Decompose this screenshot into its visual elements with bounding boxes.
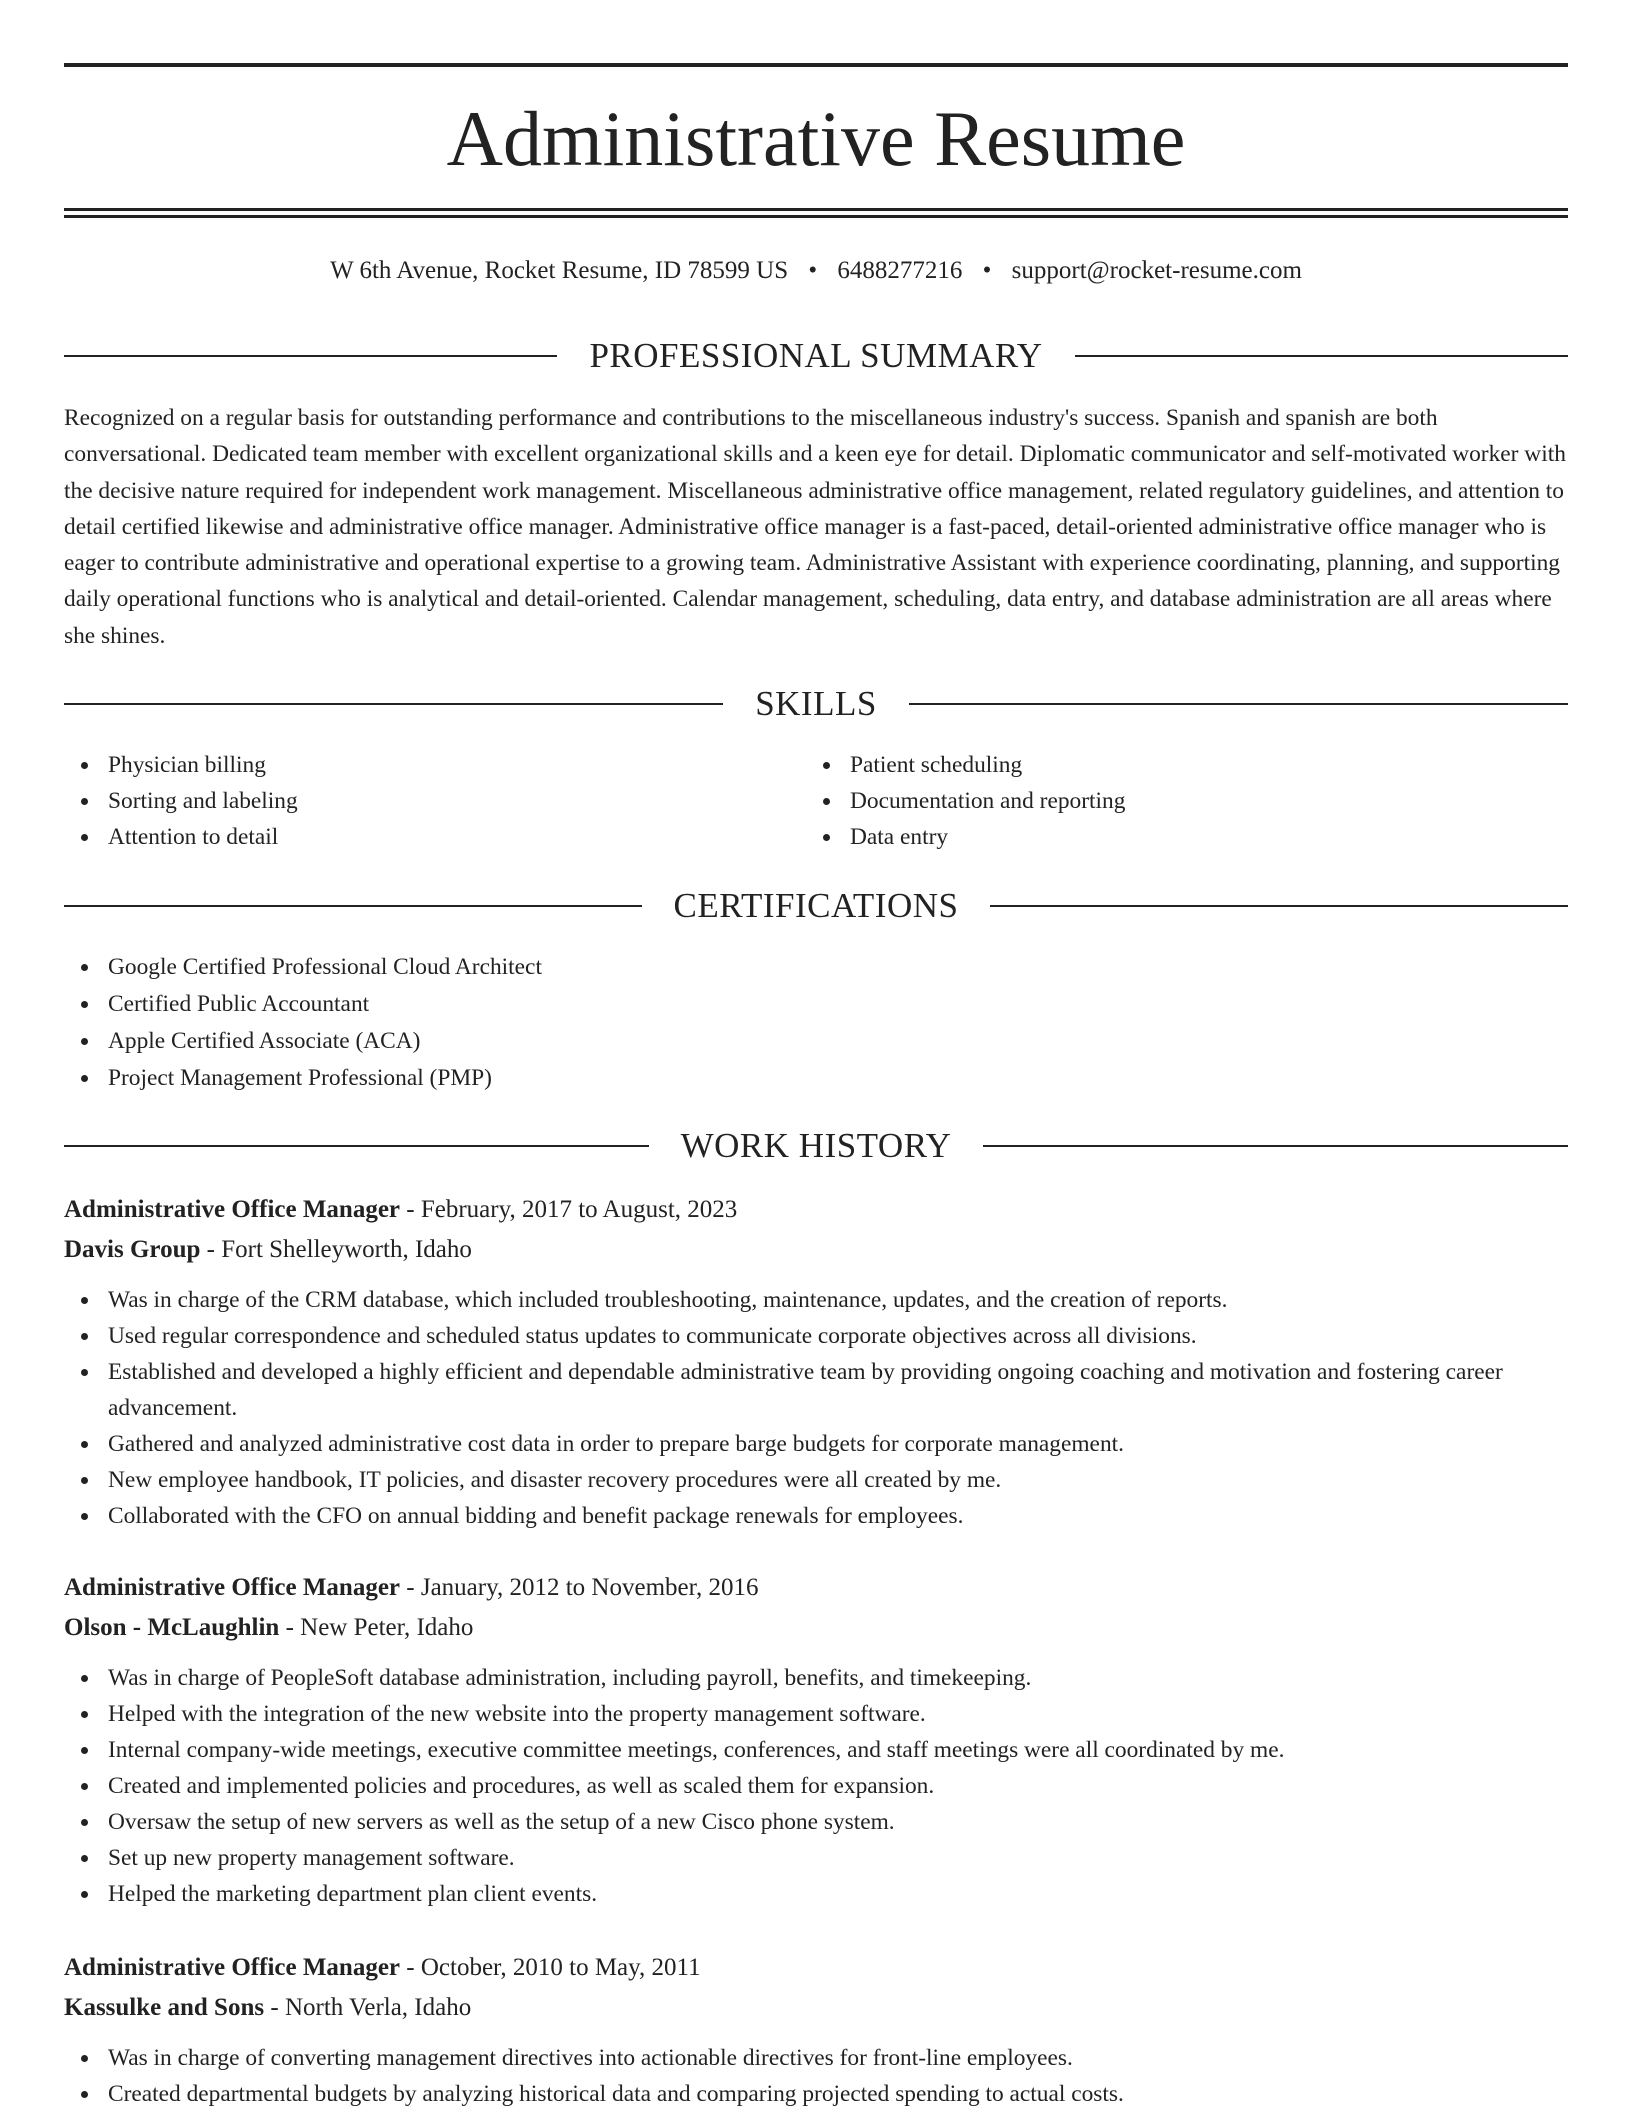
list-item: Was in charge of the CRM database, which included troubleshooting, maintenance, updates, and the creation of reports. — [64, 1282, 1568, 1318]
job-company-line — [64, 1988, 1568, 2028]
job-title: Administrative Office Manager — [64, 1954, 401, 1981]
job-company: Olson - McLaughlin — [64, 1614, 280, 1641]
job-location: New Peter, Idaho — [300, 1614, 474, 1641]
list-item: Created and implemented policies and procedures, as well as scaled them for expansion. — [64, 1768, 1568, 1804]
heading-rule-left — [64, 703, 723, 705]
heading-rule-right — [1075, 355, 1568, 357]
contact-phone: 6488277216 — [837, 257, 963, 284]
section-heading-summary — [64, 334, 1568, 378]
title-double-rule-upper — [64, 208, 1568, 211]
section-title: CERTIFICATIONS — [673, 886, 959, 925]
list-item: Helped with the integration of the new website into the property management software. — [64, 1696, 1568, 1732]
section-title: PROFESSIONAL SUMMARY — [589, 336, 1043, 375]
section-heading-certifications — [64, 884, 1568, 928]
heading-rule-left — [64, 355, 557, 357]
job-dash: - — [400, 1574, 421, 1601]
list-item: Used regular correspondence and scheduled status updates to communicate corporate objectives across all divisions. — [64, 1318, 1568, 1354]
list-item: Was in charge of converting management directives into actionable directives for front-line employees. — [64, 2040, 1568, 2076]
contact-address: W 6th Avenue, Rocket Resume, ID 78599 US — [330, 257, 789, 284]
job-dash: - — [264, 1994, 285, 2021]
list-item: Set up new property management software. — [64, 1840, 1568, 1876]
certifications-list — [64, 949, 542, 1097]
contact-separator: • — [808, 257, 818, 284]
section-title: WORK HISTORY — [680, 1126, 952, 1165]
top-rule — [64, 63, 1568, 67]
work-entry — [64, 1568, 1568, 1912]
job-dates: October, 2010 to May, 2011 — [420, 1954, 701, 1981]
job-bullets — [64, 2040, 1568, 2112]
work-entry — [64, 1948, 1568, 2112]
heading-rule-left — [64, 1145, 649, 1147]
job-title: Administrative Office Manager — [64, 1574, 401, 1601]
job-dates: January, 2012 to November, 2016 — [420, 1574, 759, 1601]
job-location: Fort Shelleyworth, Idaho — [221, 1236, 472, 1263]
skills-list-left — [64, 747, 298, 855]
job-company-line — [64, 1230, 1568, 1270]
list-item: Data entry — [806, 819, 1125, 855]
job-dash: - — [400, 1196, 421, 1223]
contact-email: support@rocket-resume.com — [1011, 257, 1302, 284]
job-bullets — [64, 1660, 1568, 1912]
job-location: North Verla, Idaho — [284, 1994, 472, 2021]
job-title-line — [64, 1568, 1568, 1608]
section-title: SKILLS — [755, 684, 877, 723]
heading-rule-right — [983, 1145, 1568, 1147]
list-item: Established and developed a highly efficient and dependable administrative team by providing ongoing coaching and motivation and fostering career advancement. — [64, 1354, 1568, 1426]
job-title-line — [64, 1948, 1568, 1988]
list-item: Was in charge of PeopleSoft database administration, including payroll, benefits, and timekeeping. — [64, 1660, 1568, 1696]
list-item: Oversaw the setup of new servers as well as the setup of a new Cisco phone system. — [64, 1804, 1568, 1840]
job-company: Kassulke and Sons — [64, 1994, 265, 2021]
job-dates: February, 2017 to August, 2023 — [420, 1196, 738, 1223]
list-item: Documentation and reporting — [806, 783, 1125, 819]
heading-rule-left — [64, 905, 642, 907]
list-item: Google Certified Professional Cloud Architect — [64, 949, 542, 986]
job-dash: - — [200, 1236, 222, 1263]
list-item: Sorting and labeling — [64, 783, 298, 819]
contact-separator: • — [982, 257, 992, 284]
heading-rule-right — [909, 703, 1568, 705]
job-company-line — [64, 1608, 1568, 1648]
work-entry — [64, 1190, 1568, 1534]
section-heading-skills — [64, 682, 1568, 726]
job-company: Davis Group — [64, 1236, 201, 1263]
list-item: Physician billing — [64, 747, 298, 783]
section-heading-work-history — [64, 1124, 1568, 1168]
list-item: New employee handbook, IT policies, and disaster recovery procedures were all created by me. — [64, 1462, 1568, 1498]
contact-line — [64, 254, 1568, 288]
list-item: Gathered and analyzed administrative cost data in order to prepare barge budgets for corporate management. — [64, 1426, 1568, 1462]
job-dash: - — [279, 1614, 301, 1641]
job-title-line — [64, 1190, 1568, 1230]
list-item: Certified Public Accountant — [64, 986, 542, 1023]
summary-paragraph: Recognized on a regular basis for outstanding performance and contributions to the miscellaneous industry's success. Spanish and spanish are both conversational. Dedicated team member with excellent organizational skills and a keen eye for detail. Diplomatic communicator and self-motivated worker with the decisive nature required for independent work management. Miscellaneous administrative office management, related regulatory guidelines, and attention to detail certified likewise and administrative office manager. Administrative office manager is a fast-paced, detail-oriented administrative office manager who is eager to contribute administrative and operational expertise to a growing team. Administrative Assistant with experience coordinating, planning, and supporting daily operational functions who is analytical and detail-oriented. Calendar management, scheduling, data entry, and database administration are all areas where she shines. — [64, 405, 1566, 649]
list-item: Helped the marketing department plan client events. — [64, 1876, 1568, 1912]
list-item: Patient scheduling — [806, 747, 1125, 783]
list-item: Apple Certified Associate (ACA) — [64, 1023, 542, 1060]
job-bullets — [64, 1282, 1568, 1534]
job-title: Administrative Office Manager — [64, 1196, 401, 1223]
list-item: Internal company-wide meetings, executive committee meetings, conferences, and staff meetings were all coordinated by me. — [64, 1732, 1568, 1768]
list-item: Attention to detail — [64, 819, 298, 855]
resume-title: Administrative Resume — [446, 95, 1186, 182]
skills-list-right — [806, 747, 1125, 855]
title-double-rule-lower — [64, 215, 1568, 218]
job-dash: - — [400, 1954, 421, 1981]
list-item: Created departmental budgets by analyzing historical data and comparing projected spending to actual costs. — [64, 2076, 1568, 2112]
list-item: Collaborated with the CFO on annual bidding and benefit package renewals for employees. — [64, 1498, 1568, 1534]
heading-rule-right — [990, 905, 1568, 907]
list-item: Project Management Professional (PMP) — [64, 1060, 542, 1097]
